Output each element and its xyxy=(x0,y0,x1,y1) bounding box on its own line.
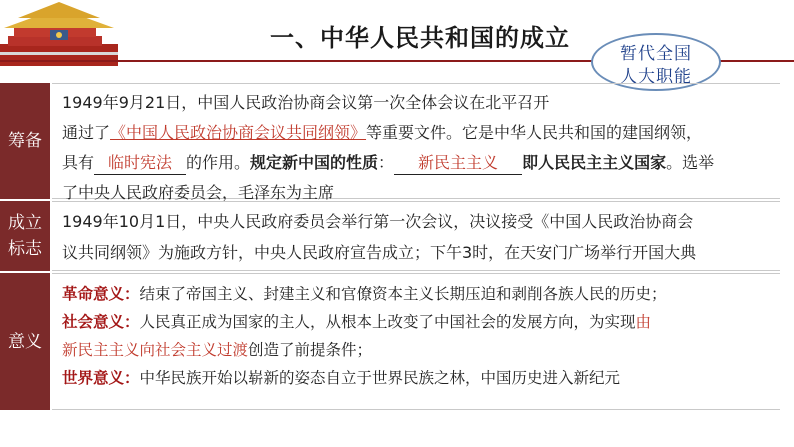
founding-line-1: 1949年10月1日，中央人民政府委员会举行第一次会议，决议接受《中国人民政治协商会 xyxy=(62,212,694,231)
table-row-founding xyxy=(0,201,794,271)
highlight-text: 由 xyxy=(635,313,652,331)
significance-text: 中华民族开始以崭新的姿态自立于世界民族之林，中国历史进入新纪元 xyxy=(139,369,621,387)
significance-revolution xyxy=(62,280,772,308)
row-header-founding xyxy=(0,201,50,271)
tiananmen-icon xyxy=(0,0,118,66)
fill-blank-nature: 新民主主义 xyxy=(394,152,522,175)
prep-text: 。选举 xyxy=(666,153,715,172)
row-body-preparation xyxy=(52,83,780,202)
significance-label: 社会意义： xyxy=(62,313,140,331)
stamp-line-1: 暂代全国 xyxy=(620,44,692,64)
page-title: 一、中华人民共和国的成立 xyxy=(270,24,570,52)
prep-line-4: 了中央人民政府委员会，毛泽东为主席 xyxy=(62,183,335,202)
key-point: 即人民民主主义国家 xyxy=(522,153,667,172)
stamp-line-2: 人大职能 xyxy=(620,67,692,87)
prep-text: 的作用。 xyxy=(186,153,251,172)
header-line: 标志 xyxy=(8,239,42,259)
row-header-preparation: 筹备 xyxy=(0,83,50,199)
significance-society xyxy=(62,308,772,336)
table-row-preparation xyxy=(0,83,794,202)
significance-world xyxy=(62,364,772,392)
table-row-significance xyxy=(0,273,794,410)
significance-label: 世界意义： xyxy=(62,369,140,387)
content-table xyxy=(0,83,794,410)
founding-line-2: 议共同纲领》为施政方针，中央人民政府宣告成立；下午3时，在天安门广场举行开国大典 xyxy=(62,243,697,262)
document-title: 《中国人民政治协商会议共同纲领》 xyxy=(110,123,367,142)
significance-label: 革命意义： xyxy=(62,285,140,303)
key-point: 规定新中国的性质 xyxy=(250,153,379,172)
row-header-significance: 意义 xyxy=(0,273,50,410)
prep-line-2 xyxy=(62,118,772,148)
prep-text: ： xyxy=(378,153,395,172)
significance-text: 结束了帝国主义、封建主义和官僚资本主义长期压迫和剥削各族人民的历史； xyxy=(139,285,667,303)
prep-line-3 xyxy=(62,148,772,178)
header-line: 成立 xyxy=(8,213,42,233)
prep-text: 等重要文件。它是中华人民共和国的建国纲领， xyxy=(366,123,703,142)
significance-society-cont xyxy=(62,336,772,364)
row-body-significance xyxy=(52,273,780,410)
prep-text: 具有 xyxy=(62,153,95,172)
prep-text: 通过了 xyxy=(62,123,111,142)
significance-text: 创造了前提条件； xyxy=(248,341,373,359)
significance-text: 人民真正成为国家的主人，从根本上改变了中国社会的发展方向，为实现 xyxy=(139,313,636,331)
header xyxy=(0,0,794,87)
prep-line-1: 1949年9月21日，中国人民政治协商会议第一次全体会议在北平召开 xyxy=(62,93,550,112)
row-body-founding xyxy=(52,201,780,271)
highlight-text: 新民主主义向社会主义过渡 xyxy=(62,341,249,359)
fill-blank-provisional-constitution: 临时宪法 xyxy=(94,152,186,175)
